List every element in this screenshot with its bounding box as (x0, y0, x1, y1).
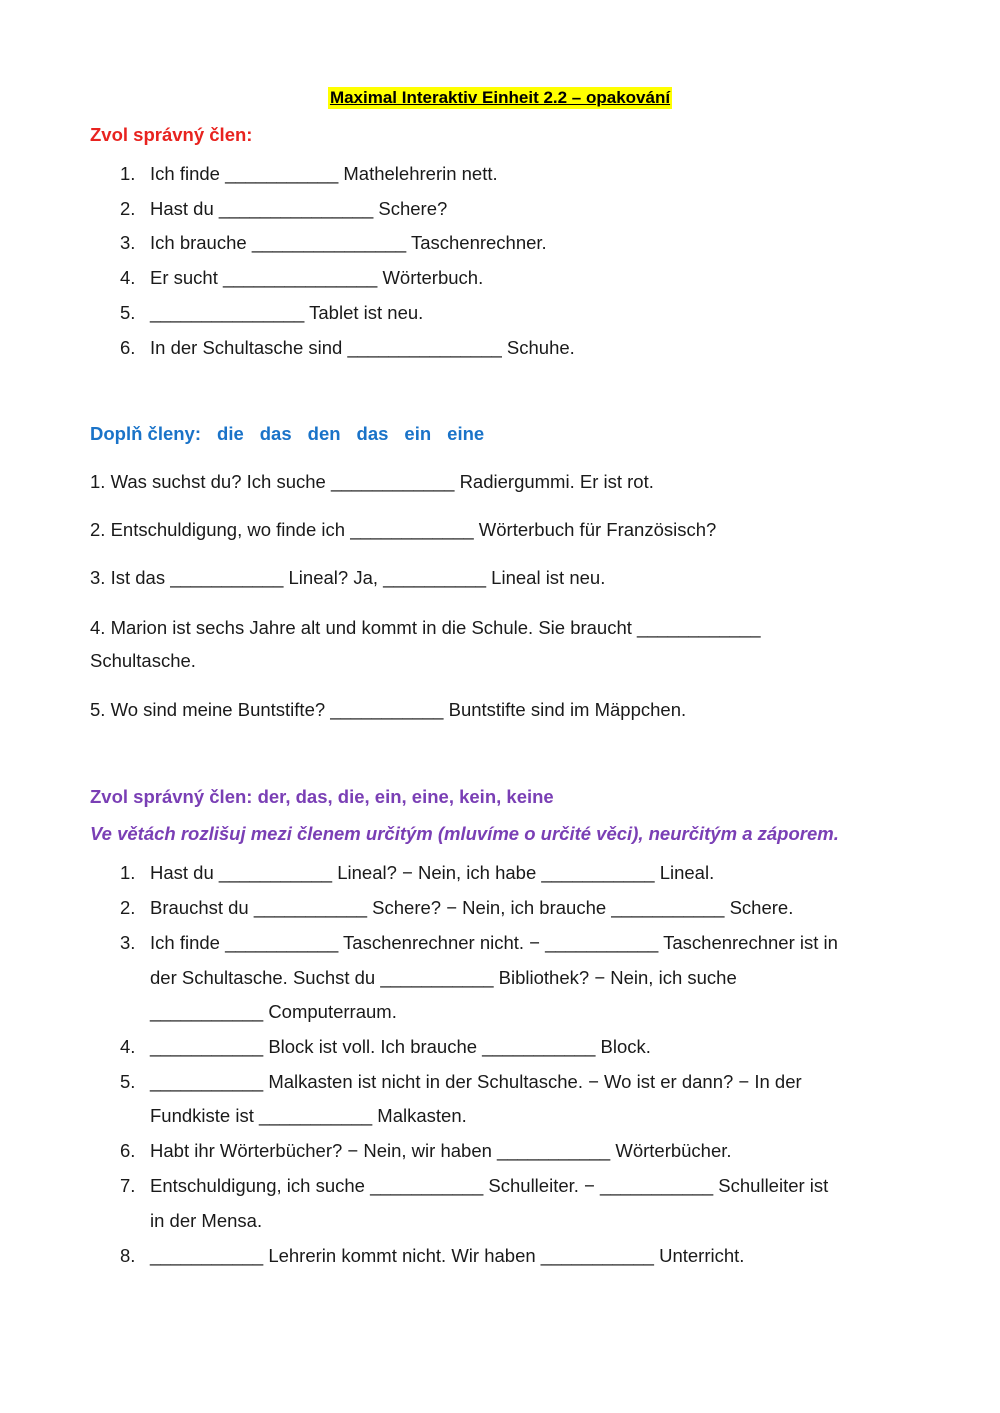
item-number: 1. (120, 862, 136, 883)
item-number: 8. (120, 1245, 136, 1266)
item-text: Fundkiste ist ___________ Malkasten. (150, 1105, 467, 1126)
exercise-line: Schultasche. (90, 650, 196, 671)
item-number: 1. (120, 163, 136, 184)
item-number: 6. (120, 337, 136, 358)
item-number: 6. (120, 1140, 136, 1161)
item-text: in der Mensa. (150, 1210, 263, 1231)
word-bank-item: ein (404, 423, 432, 444)
item-number: 2. (120, 198, 136, 219)
item-number: 5. (120, 302, 136, 323)
exercise-line: 4. Marion ist sechs Jahre alt und kommt in die Schule. Sie braucht ____________ (90, 617, 761, 638)
item-number: 2. (120, 897, 136, 918)
item-text: Er sucht _______________ Wörterbuch. (150, 267, 484, 288)
item-number: 3. (120, 232, 136, 253)
exercise-line: 2. Entschuldigung, wo finde ich ____________ Wörterbuch für Französisch? (90, 519, 717, 540)
item-text: Hast du ___________ Lineal? − Nein, ich habe ___________ Lineal. (150, 862, 715, 883)
section1-heading: Zvol správný člen: (90, 124, 253, 145)
item-text: Ich finde ___________ Taschenrechner nicht. − ___________ Taschenrechner ist in (150, 932, 838, 953)
item-number: 5. (120, 1071, 136, 1092)
item-text: Ich brauche _______________ Taschenrechner. (150, 232, 547, 253)
item-text: Ich finde ___________ Mathelehrerin nett. (150, 163, 498, 184)
item-text: ___________ Lehrerin kommt nicht. Wir haben ___________ Unterricht. (150, 1245, 745, 1266)
word-bank-item: den (307, 423, 341, 444)
item-number: 7. (120, 1175, 136, 1196)
item-text: Brauchst du ___________ Schere? − Nein, ich brauche ___________ Schere. (150, 897, 794, 918)
word-bank-item: eine (447, 423, 485, 444)
item-text: In der Schultasche sind _______________ Schuhe. (150, 337, 575, 358)
exercise-line: 3. Ist das ___________ Lineal? Ja, __________ Lineal ist neu. (90, 567, 606, 588)
item-text: ___________ Malkasten ist nicht in der Schultasche. − Wo ist er dann? − In der (150, 1071, 802, 1092)
item-text: Entschuldigung, ich suche ___________ Schulleiter. − ___________ Schulleiter ist (150, 1175, 829, 1196)
exercise-line: 5. Wo sind meine Buntstifte? ___________ Buntstifte sind im Mäppchen. (90, 699, 687, 720)
item-number: 4. (120, 267, 136, 288)
item-text: ___________ Block ist voll. Ich brauche ___________ Block. (150, 1036, 651, 1057)
item-number: 3. (120, 932, 136, 953)
page-title: Maximal Interaktiv Einheit 2.2 – opakování (329, 88, 671, 107)
word-bank-item: das (259, 423, 292, 444)
title-wrap (0, 87, 1000, 109)
section3-heading: Zvol správný člen: der, das, die, ein, eine, kein, keine (90, 786, 554, 807)
section2-heading-label: Doplň členy: (90, 423, 202, 444)
item-text: der Schultasche. Suchst du ___________ Bibliothek? − Nein, ich suche (150, 967, 737, 988)
item-text: Habt ihr Wörterbücher? − Nein, wir haben ___________ Wörterbücher. (150, 1140, 732, 1161)
item-text: Hast du _______________ Schere? (150, 198, 448, 219)
section3-subheading: Ve větách rozlišuj mezi členem určitým (mluvíme o určité věci), neurčitým a záporem. (90, 823, 839, 844)
item-text: ___________ Computerraum. (150, 1001, 397, 1022)
item-number: 4. (120, 1036, 136, 1057)
section2-heading (90, 423, 484, 445)
word-bank-item: das (356, 423, 389, 444)
exercise-line: 1. Was suchst du? Ich suche ____________ Radiergummi. Er ist rot. (90, 471, 654, 492)
item-text: _______________ Tablet ist neu. (150, 302, 424, 323)
word-bank-item: die (217, 423, 244, 444)
